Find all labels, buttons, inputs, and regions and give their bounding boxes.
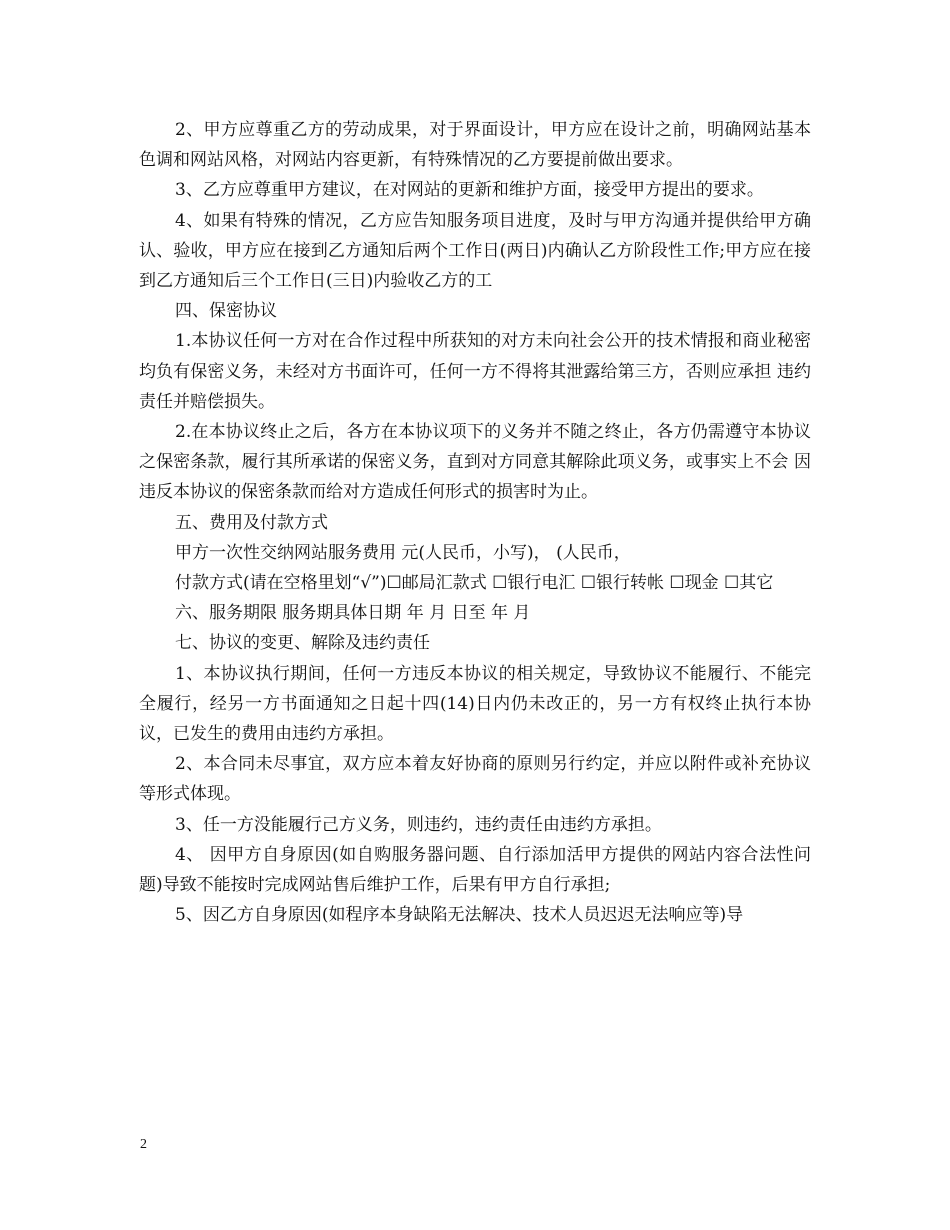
paragraph-confidentiality-2: 2.在本协议终止之后，各方在本协议项下的义务并不随之终止，各方仍需遵守本协议 之保密条款，履行其所承诺的保密义务，直到对方同意其解除此项义务，或事实上不会 因违反本协议的保密条款而给对方造成任何形式的损害时为止。 (139, 422, 811, 503)
section-heading-changes-breach: 七、协议的变更、解除及违约责任 (175, 633, 430, 654)
paragraph-clause-2: 2、甲方应尊重乙方的劳动成果，对于界面设计，甲方应在设计之前，明确网站基本色调和网站风格，对网站内容更新，有特殊情况的乙方要提前做出要求。 (139, 120, 811, 171)
section-heading-service-period: 六、服务期限 服务期具体日期 年 月 日至 年 月 (175, 603, 531, 624)
paragraph-breach-1: 1、本协议执行期间，任何一方违反本协议的相关规定，导致协议不能履行、不能完全履行，经另一方书面通知之日起十四(14)日内仍未改正的，另一方有权终止执行本协议，已发生的费用由违约方承担。 (139, 663, 811, 745)
section-heading-confidentiality: 四、保密协议 (175, 301, 277, 322)
paragraph-breach-5: 5、因乙方自身原因(如程序本身缺陷无法解决、技术人员迟迟无法响应等)导 (175, 905, 744, 926)
paragraph-confidentiality-1: 1.本协议任何一方对在合作过程中所获知的对方未向社会公开的技术情报和商业秘密 均负有保密义务，未经对方书面许可，任何一方不得将其泄露给第三方，否则应承担 违约责任并赔偿损失。 (139, 331, 811, 412)
paragraph-breach-2: 2、本合同未尽事宜，双方应本着友好协商的原则另行约定，并应以附件或补充协议等形式体现。 (139, 754, 811, 805)
section-heading-fees: 五、费用及付款方式 (175, 512, 328, 533)
paragraph-payment-method: 付款方式(请在空格里划“√”)☐邮局汇款式 ☐银行电汇 ☐银行转帐 ☐现金 ☐其它 (175, 573, 774, 594)
paragraph-clause-3: 3、乙方应尊重甲方建议，在对网站的更新和维护方面，接受甲方提出的要求。 (175, 180, 764, 201)
page-number: 2 (140, 1137, 147, 1152)
paragraph-breach-4: 4、 因甲方自身原因(如自购服务器问题、自行添加活甲方提供的网站内容合法性问题)导致不能按时完成网站售后维护工作，后果有甲方自行承担; (139, 844, 811, 896)
paragraph-breach-3: 3、任一方没能履行己方义务，则违约，违约责任由违约方承担。 (175, 814, 662, 835)
paragraph-fee-amount: 甲方一次性交纳网站服务费用 元(人民币，小写)， (人民币， (175, 542, 631, 563)
paragraph-clause-4: 4、如果有特殊的情况，乙方应告知服务项目进度，及时与甲方沟通并提供给甲方确认、验收，甲方应在接到乙方通知后两个工作日(两日)内确认乙方阶段性工作;甲方应在接到乙方通知后三个工作日(三日)内验收乙方的工 (139, 210, 811, 292)
document-body (139, 115, 811, 930)
